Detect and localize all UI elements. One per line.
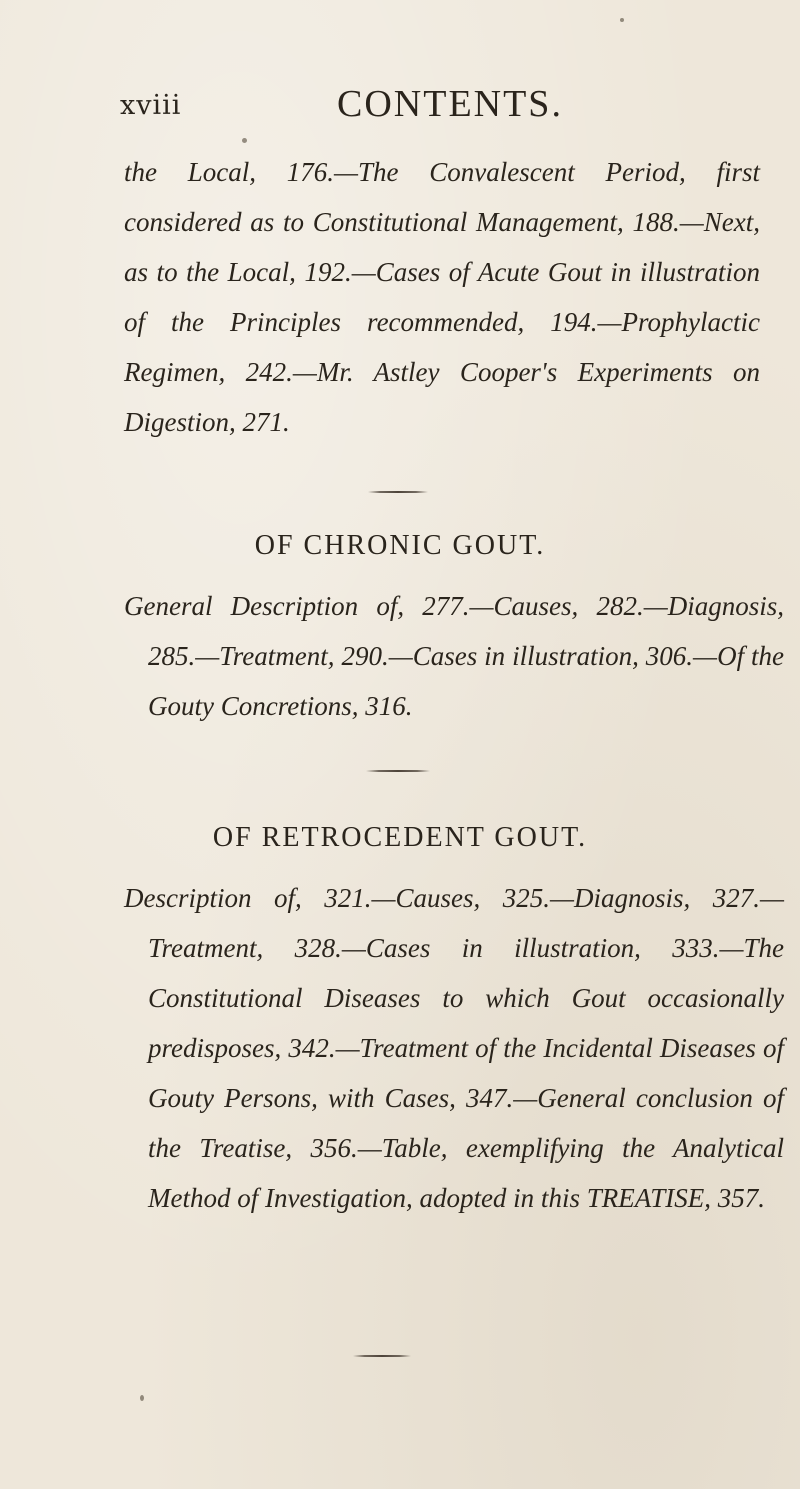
page-number: xviii (120, 90, 182, 121)
running-title: CONTENTS. (337, 83, 563, 125)
section-text-chronic-gout: General Description of, 277.—Causes, 282.—Diagnosis, 285.—Treatment, 290.—Cases in illustration, 306.—Of the Gouty Concretions, 316. (124, 591, 784, 721)
section-heading-chronic-gout: OF CHRONIC GOUT. (254, 530, 546, 561)
section-heading-retrocedent-gout: OF RETROCEDENT GOUT. (212, 822, 588, 853)
paper-speck (620, 18, 624, 22)
paper-speck (140, 1395, 144, 1401)
section-text-retrocedent-gout: Description of, 321.—Causes, 325.—Diagnosis, 327.—Treatment, 328.—Cases in illustration, 333.—The Constitutional Diseases to which Gout occasionally predisposes, 342.—Treatment of the Incidental Diseases of Gouty Persons, with Cases, 347.—General conclusion of the Treatise, 356.—Table, exemplifying the Analytical Method of Investigation, adopted in this TREATISE, 357. (124, 883, 784, 1213)
section-divider-ornament (366, 770, 430, 772)
end-divider-ornament (353, 1355, 411, 1357)
section-divider-ornament (368, 491, 428, 493)
contents-paragraph-continuation: the Local, 176.—The Convalescent Period, first considered as to Constitutional Management, 188.—Next, as to the Local, 192.—Cases of Acute Gout in illustration of the Principles recommended, 194.—Prophylactic Regimen, 242.—Mr. Astley Cooper's Experiments on Digestion, 271. (124, 157, 760, 437)
page-header (0, 82, 800, 132)
paper-speck (242, 138, 247, 143)
